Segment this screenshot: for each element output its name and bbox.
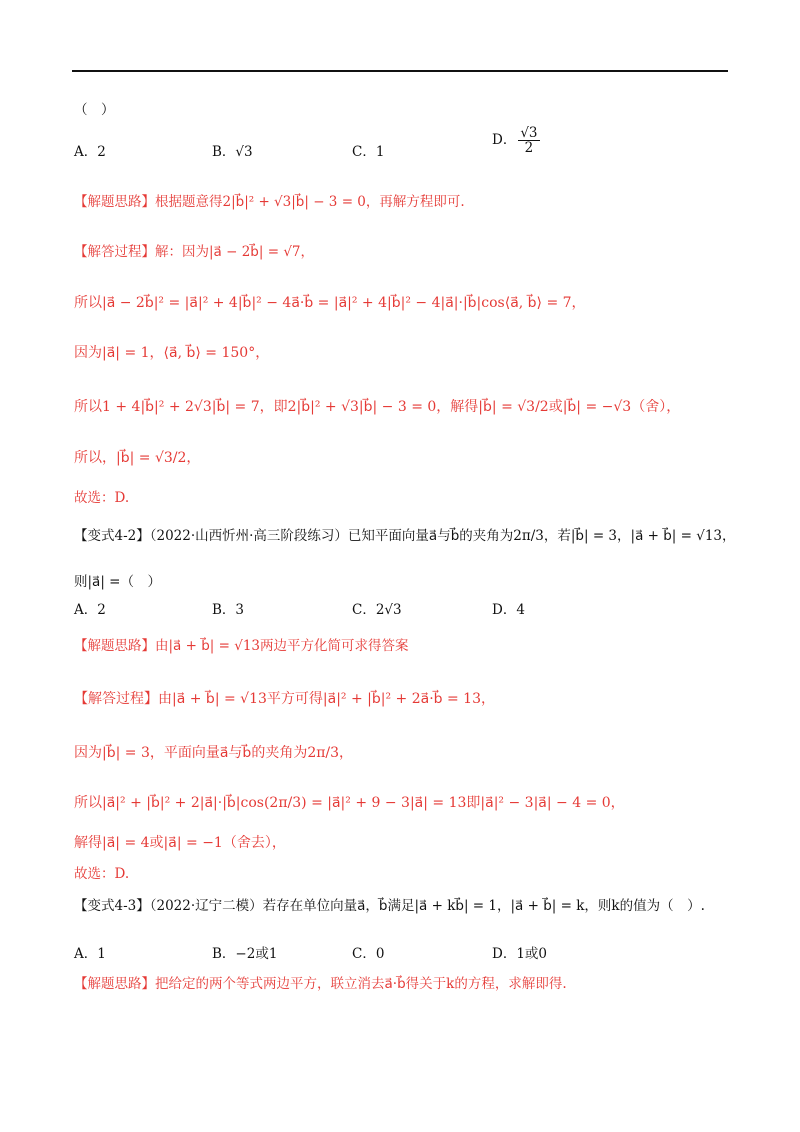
solution-idea-3: 【解题思路】把给定的两个等式两边平方，联立消去a⃗·b⃗得关于k的方程，求解即得. <box>74 976 567 992</box>
solution-step-1: 所以|a⃗ − 2b⃗|² = |a⃗|² + 4|b⃗|² − 4a⃗·b⃗ = |a⃗|² + 4|b⃗|² − 4|a⃗|·|b⃗|cos⟨a⃗, b⃗⟩ = 7， <box>74 295 586 311</box>
solution-process-2: 【解答过程】由|a⃗ + b⃗| = √13平方可得|a⃗|² + |b⃗|² + 2a⃗·b⃗ = 13， <box>74 691 495 707</box>
option-b-1: B．√3 <box>212 144 253 160</box>
solution-step-3: 所以1 + 4|b⃗|² + 2√3|b⃗| = 7，即2|b⃗|² + √3|b⃗| − 3 = 0，解得|b⃗| = √3/2或|b⃗| = −√3（舍）， <box>74 399 681 415</box>
option-a-1: A．2 <box>74 144 106 160</box>
solution-step-2: 因为|a⃗| = 1，⟨a⃗, b⃗⟩ = 150°， <box>74 345 270 361</box>
solution-step-6: 所以|a⃗|² + |b⃗|² + 2|a⃗|·|b⃗|cos(2π/3) = |a⃗|² + 9 − 3|a⃗| = 13即|a⃗|² − 3|a⃗| − 4 = 0， <box>74 795 625 811</box>
option-a-3: A．1 <box>74 946 106 962</box>
answer-1: 故选：D. <box>74 490 130 506</box>
option-b-2: B．3 <box>212 602 245 618</box>
solution-idea-2: 【解题思路】由|a⃗ + b⃗| = √13两边平方化简可求得答案 <box>74 638 409 654</box>
solution-step-4: 所以，|b⃗| = √3/2， <box>74 450 201 466</box>
option-d-2: D．4 <box>492 602 525 618</box>
option-a-2: A．2 <box>74 602 106 618</box>
option-c-2: C．2√3 <box>352 602 402 618</box>
option-c-1: C．1 <box>352 144 385 160</box>
option-c-3: C．0 <box>352 946 385 962</box>
option-d-3: D．1或0 <box>492 946 548 962</box>
variant-4-2-question: 【变式4-2】（2022·山西忻州·高三阶段练习）已知平面向量a⃗与b⃗的夹角为2π/3，若|b⃗| = 3，|a⃗ + b⃗| = √13， <box>74 528 736 544</box>
question-paren: （ ） <box>74 102 115 118</box>
solution-step-5: 因为|b⃗| = 3，平面向量a⃗与b⃗的夹角为2π/3， <box>74 745 354 761</box>
option-b-3: B．−2或1 <box>212 946 278 962</box>
solution-process-1: 【解答过程】解：因为|a⃗ − 2b⃗| = √7， <box>74 244 315 260</box>
solution-step-7: 解得|a⃗| = 4或|a⃗| = −1（舍去）， <box>74 835 286 851</box>
solution-idea-1: 【解题思路】根据题意得2|b⃗|² + √3|b⃗| − 3 = 0，再解方程即可. <box>74 194 465 210</box>
variant-4-3-question: 【变式4-3】（2022·辽宁二模）若存在单位向量a⃗，b⃗满足|a⃗ + kb⃗| = 1，|a⃗ + b⃗| = k，则k的值为（ ）. <box>74 898 705 914</box>
option-d-1: D． $\frac{√3}{2}$ <box>492 125 538 157</box>
header-rule <box>72 70 728 72</box>
variant-4-2-question-cont: 则|a⃗| =（ ） <box>74 574 161 590</box>
answer-2: 故选：D. <box>74 866 130 882</box>
